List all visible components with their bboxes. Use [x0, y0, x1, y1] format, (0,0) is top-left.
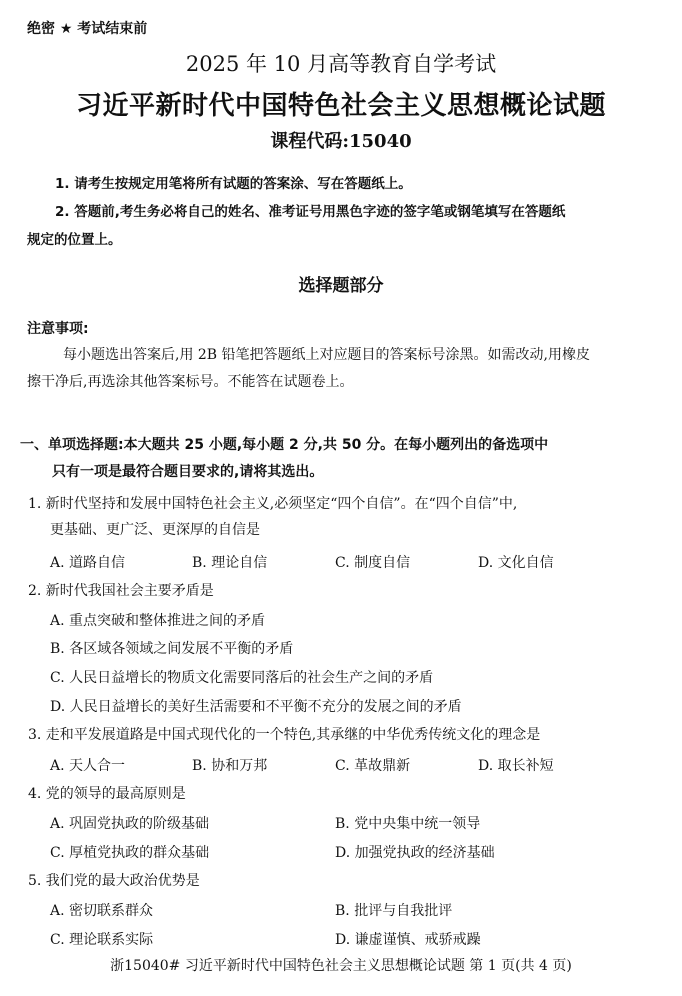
- section-title: 选择题部分: [298, 276, 384, 296]
- q2-option-d: D. 人民日益增长的美好生活需要和不平衡不充分的发展之间的矛盾: [50, 699, 462, 715]
- q1-option-d: D. 文化自信: [478, 555, 554, 571]
- question-stem: 1. 新时代坚持和发展中国特色社会主义,必须坚定“四个自信”。在“四个自信”中,: [28, 496, 518, 512]
- confidential-label: 绝密 ★ 考试结束前: [27, 21, 148, 37]
- q3-option-d: D. 取长补短: [478, 758, 554, 774]
- exam-session: 2025 年 10 月高等教育自学考试: [185, 52, 497, 76]
- question-3: [28, 722, 658, 748]
- question-stem: 2. 新时代我国社会主要矛盾是: [28, 583, 214, 599]
- q5-option-a: A. 密切联系群众: [50, 903, 154, 919]
- q1-option-c: C. 制度自信: [335, 555, 411, 571]
- q3-option-b: B. 协和万邦: [192, 758, 268, 774]
- instruction-2-cont: 规定的位置上。: [27, 232, 122, 248]
- q1-option-a: A. 道路自信: [50, 555, 126, 571]
- q5-option-d: D. 谦虚谨慎、戒骄戒躁: [335, 932, 481, 948]
- part-heading-line-2: 只有一项是最符合题目要求的,请将其选出。: [52, 464, 324, 480]
- q2-option-c: C. 人民日益增长的物质文化需要同落后的社会生产之间的矛盾: [50, 670, 434, 686]
- notice-line-2: 擦干净后,再选涂其他答案标号。不能答在试题卷上。: [27, 374, 354, 390]
- q2-option-b: B. 各区域各领域之间发展不平衡的矛盾: [50, 641, 294, 657]
- q1-option-b: B. 理论自信: [192, 555, 268, 571]
- instruction-1: 1. 请考生按规定用笔将所有试题的答案涂、写在答题纸上。: [55, 176, 412, 192]
- notice-body: [27, 342, 679, 396]
- q5-option-c: C. 理论联系实际: [50, 932, 154, 948]
- question-stem: 4. 党的领导的最高原则是: [28, 786, 186, 802]
- question-1: [28, 491, 658, 543]
- page-footer: 浙15040# 习近平新时代中国特色社会主义思想概论试题 第 1 页(共 4 页): [110, 958, 572, 974]
- question-4: [28, 781, 658, 807]
- course-code: 课程代码:15040: [270, 131, 412, 152]
- question-stem: 3. 走和平发展道路是中国式现代化的一个特色,其承继的中华优秀传统文化的理念是: [28, 727, 541, 743]
- q3-option-c: C. 革故鼎新: [335, 758, 411, 774]
- q5-option-b: B. 批评与自我批评: [335, 903, 453, 919]
- q4-option-d: D. 加强党执政的经济基础: [335, 845, 495, 861]
- question-stem-cont: 更基础、更广泛、更深厚的自信是: [50, 522, 260, 538]
- question-2: [28, 578, 658, 604]
- instruction-2: 2. 答题前,考生务必将自己的姓名、准考证号用黑色字迹的签字笔或钢笔填写在答题纸: [55, 204, 566, 220]
- notice-heading: 注意事项:: [27, 321, 89, 337]
- q4-option-a: A. 巩固党执政的阶级基础: [50, 816, 210, 832]
- q4-option-c: C. 厚植党执政的群众基础: [50, 845, 210, 861]
- q4-option-b: B. 党中央集中统一领导: [335, 816, 481, 832]
- question-5: [28, 868, 658, 894]
- q3-option-a: A. 天人合一: [50, 758, 126, 774]
- part-heading: [20, 432, 660, 486]
- q2-option-a: A. 重点突破和整体推进之间的矛盾: [50, 613, 266, 629]
- exam-title: 习近平新时代中国特色社会主义思想概论试题: [75, 91, 606, 121]
- instructions: [27, 170, 679, 254]
- notice-line-1: 每小题选出答案后,用 2B 铅笔把答题纸上对应题目的答案标号涂黑。如需改动,用橡皮: [63, 347, 590, 363]
- part-heading-line-1: 一、单项选择题:本大题共 25 小题,每小题 2 分,共 50 分。在每小题列出的备选项中: [20, 437, 549, 453]
- question-stem: 5. 我们党的最大政治优势是: [28, 873, 200, 889]
